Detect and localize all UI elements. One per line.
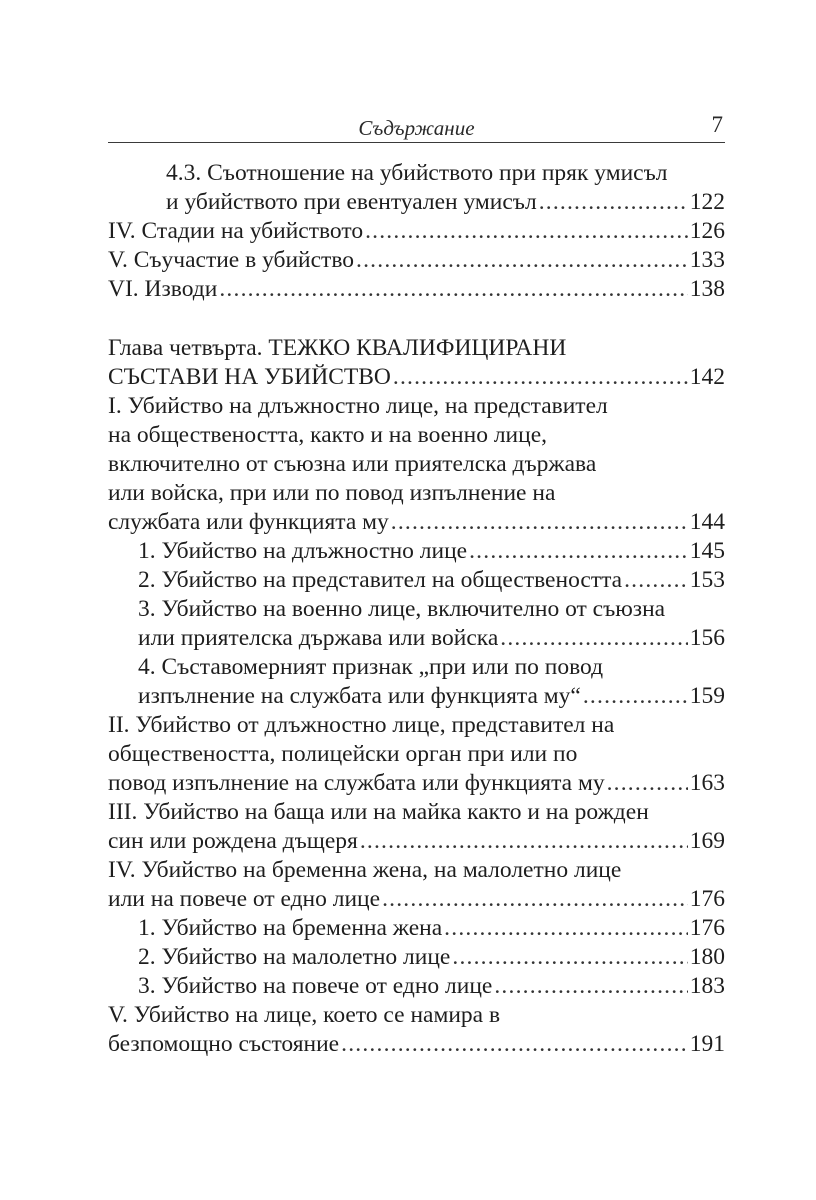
toc-entry-ch4-IV-line1: IV. Убийство на бременна жена, на малолетно лице [108, 857, 622, 883]
toc-entry-ch4-I-line1: I. Убийство на длъжностно лице, на представител [108, 393, 608, 419]
toc-page-number: 163 [689, 770, 725, 796]
toc-entry-ch4-II-line2: обществеността, полицейски орган при или по [108, 741, 578, 767]
toc-entry-ch4-V-line1: V. Убийство на лице, което се намира в [108, 1002, 501, 1028]
leader-dots [382, 885, 688, 914]
leader-dots [391, 508, 688, 537]
toc-page-number: 156 [689, 625, 725, 651]
toc-entry-ch4-II[interactable]: повод изпълнение на службата или функцията му ..... 163 [108, 769, 725, 798]
header-title: Съдържание [358, 116, 475, 140]
toc-page-number: 180 [689, 944, 725, 970]
toc-page-number: 138 [689, 276, 725, 302]
toc-page-number: 169 [689, 828, 725, 854]
toc-entry-ch4-IV-2[interactable]: 2. Убийство на малолетно лице ..... 180 [108, 943, 725, 972]
leader-dots [452, 943, 687, 972]
leader-dots [624, 566, 688, 595]
leader-dots [219, 275, 687, 304]
toc-entry-ch4-I-3-line1: 3. Убийство на военно лице, включително от съюзна [138, 596, 666, 622]
leader-dots [607, 769, 688, 798]
leader-dots [539, 188, 688, 217]
toc-entry-ch4-I-3[interactable]: или приятелска държава или войска ..... 156 [108, 624, 725, 653]
leader-dots [393, 363, 688, 392]
toc-page-number: 176 [689, 915, 725, 941]
leader-dots [500, 624, 688, 653]
toc-entry-ch4-IV-1[interactable]: 1. Убийство на бременна жена ..... 176 [108, 914, 725, 943]
toc-page-number: 145 [689, 538, 725, 564]
toc-chapter-4[interactable]: СЪСТАВИ НА УБИЙСТВО ..... 142 [108, 363, 725, 392]
toc-entry-ch4-I-4[interactable]: изпълнение на службата или функцията му“ ..... 159 [108, 682, 725, 711]
toc-entry-ch4-IV[interactable]: или на повече от едно лице ..... 176 [108, 885, 725, 914]
toc-chapter-4-line1: Глава четвърта. ТЕЖКО КВАЛИФИЦИРАНИ [108, 335, 567, 361]
leader-dots [583, 682, 688, 711]
running-header [108, 112, 725, 142]
leader-dots [356, 246, 688, 275]
toc-entry-ch4-I-line3: включително от съюзна или приятелска държава [108, 451, 597, 477]
toc-page-number: 144 [689, 509, 725, 535]
toc-page-number: 142 [689, 364, 725, 390]
toc-entry-ch4-V[interactable]: безпомощно състояние ..... 191 [108, 1030, 725, 1059]
toc-entry-ch4-II-line1: II. Убийство от длъжностно лице, представител на [108, 712, 615, 738]
toc-page-number: 191 [689, 1031, 725, 1057]
toc-entry-ch4-IV-3[interactable]: 3. Убийство на повече от едно лице ..... 183 [108, 972, 725, 1001]
toc-page-number: 133 [689, 247, 725, 273]
toc-entry-ch4-III-line1: III. Убийство на баща или на майка както и на рожден [108, 799, 649, 825]
toc-page-number: 183 [689, 973, 725, 999]
leader-dots [494, 972, 687, 1001]
toc-entry-4-3-line1: 4.3. Съотношение на убийството при пряк умисъл [166, 160, 668, 186]
table-of-contents [108, 159, 725, 1059]
toc-entry-ch4-I-4-line1: 4. Съставомерният признак „при или по повод [138, 654, 604, 680]
leader-dots [444, 914, 688, 943]
toc-page-number: 176 [689, 886, 725, 912]
toc-entry-4-3[interactable]: и убийството при евентуален умисъл ..... 122 [108, 188, 725, 217]
toc-entry-ch4-I[interactable]: службата или функцията му ..... 144 [108, 508, 725, 537]
toc-entry-VI[interactable]: VI. Изводи ..... 138 [108, 275, 725, 304]
section-gap [108, 304, 725, 334]
toc-entry-IV[interactable]: IV. Стадии на убийството ..... 126 [108, 217, 725, 246]
toc-entry-ch4-I-line4: или войска, при или по повод изпълнение на [108, 480, 556, 506]
toc-page-number: 126 [689, 218, 725, 244]
toc-entry-ch4-III[interactable]: син или рождена дъщеря ..... 169 [108, 827, 725, 856]
page-number: 7 [711, 112, 723, 137]
toc-entry-V[interactable]: V. Съучастие в убийство ..... 133 [108, 246, 725, 275]
toc-entry-ch4-I-2[interactable]: 2. Убийство на представител на обществеността ..... 153 [108, 566, 725, 595]
toc-entry-ch4-I-1[interactable]: 1. Убийство на длъжностно лице ..... 145 [108, 537, 725, 566]
leader-dots [360, 827, 688, 856]
leader-dots [469, 537, 688, 566]
toc-page-number: 153 [689, 567, 725, 593]
toc-entry-ch4-I-line2: на обществеността, както и на военно лице, [108, 422, 548, 448]
toc-page-number: 159 [689, 683, 725, 709]
toc-page-number: 122 [689, 189, 725, 215]
leader-dots [341, 1030, 688, 1059]
header-rule [108, 142, 725, 143]
leader-dots [365, 217, 688, 246]
